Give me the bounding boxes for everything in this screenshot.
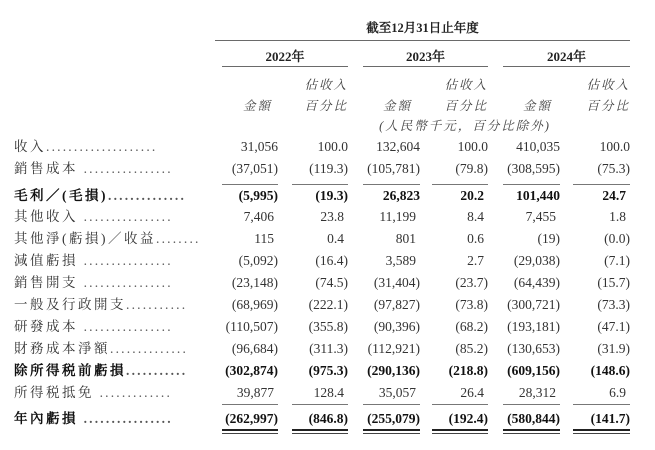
col-pct-2023-l2: 百分比 [444, 99, 488, 113]
cell: (90,396) [373, 319, 420, 334]
cell: 0.6 [467, 231, 484, 246]
cell: (192.4) [448, 411, 488, 426]
cell: 100.0 [457, 139, 488, 154]
subtotal-rule [573, 184, 630, 185]
cell: (130,653) [507, 341, 560, 356]
subtotal-rule [503, 184, 560, 185]
cell: (311.3) [309, 341, 348, 356]
cell: (73.8) [455, 297, 488, 312]
cell: (262,997) [225, 411, 278, 426]
table-row-rnd-costs: 研發成本 ................ (110,507) (355.8) (90,396) (68.2) (193,181) (47.1) [0, 317, 655, 337]
year-2022-rule [222, 66, 348, 67]
cell: (5,995) [238, 188, 278, 203]
cell: 7,455 [525, 209, 556, 224]
cell: (37,051) [231, 161, 278, 176]
cell: (29,038) [513, 253, 560, 268]
cell: (31.9) [597, 341, 630, 356]
cell: 26,823 [382, 188, 420, 203]
cell: (68,969) [231, 297, 278, 312]
cell: 31,056 [240, 139, 278, 154]
cell: (193,181) [507, 319, 560, 334]
col-amount-2023: 金額 [382, 99, 412, 113]
cell: (15.7) [597, 275, 630, 290]
col-pct-2024-l1: 佔收入 [586, 78, 630, 92]
row-label: 年內虧損 [14, 411, 78, 426]
col-pct-2023-l1: 佔收入 [444, 78, 488, 92]
cell: (31,404) [373, 275, 420, 290]
total-double-rule [503, 429, 560, 431]
cell: 23.8 [320, 209, 344, 224]
col-pct-2024-l2: 百分比 [586, 99, 630, 113]
cell: 11,199 [379, 209, 416, 224]
cell: (19.3) [315, 188, 348, 203]
total-double-rule [573, 429, 630, 431]
col-amount-2022: 金額 [242, 99, 272, 113]
cell: (218.8) [448, 363, 488, 378]
col-pct-2022-l1: 佔收入 [304, 78, 348, 92]
row-label: 毛利／(毛損) [14, 188, 108, 203]
row-label: 銷售成本 [14, 161, 78, 176]
table-row-gross-profit: 毛利／(毛損).............. (5,995) (19.3) 26,823 20.2 101,440 24.7 [0, 186, 655, 206]
cell: (141.7) [590, 411, 630, 426]
row-label: 銷售開支 [14, 275, 78, 290]
row-label: 財務成本淨額 [14, 341, 110, 356]
row-label: 其他收入 [14, 209, 78, 224]
cell: 801 [395, 231, 416, 246]
table-row-loss-for-year: 年內虧損 ................ (262,997) (846.8) (255,079) (192.4) (580,844) (141.7) [0, 409, 655, 429]
row-label: 收入 [14, 139, 46, 154]
cell: 28,312 [518, 385, 556, 400]
year-2022: 2022年 [265, 49, 305, 64]
cell: (290,136) [367, 363, 420, 378]
cell: (85.2) [455, 341, 488, 356]
total-double-rule [503, 433, 560, 434]
cell: (255,079) [367, 411, 420, 426]
year-2024-rule [503, 66, 630, 67]
total-double-rule [573, 433, 630, 434]
unit-note: (人民幣千元，百分比除外) [379, 119, 551, 133]
table-row-selling-expenses: 銷售開支 ................ (23,148) (74.5) (31,404) (23.7) (64,439) (15.7) [0, 273, 655, 293]
subtotal-rule [292, 184, 348, 185]
cell: 3,589 [385, 253, 416, 268]
total-double-rule [432, 429, 488, 431]
cell: 39,877 [236, 385, 274, 400]
cell: (19) [537, 231, 560, 246]
cell: 100.0 [599, 139, 630, 154]
row-label: 一般及行政開支 [14, 297, 126, 312]
row-label: 所得税抵免 [14, 385, 94, 400]
cell: (355.8) [308, 319, 348, 334]
subtotal-rule [292, 404, 348, 405]
cell: (222.1) [308, 297, 348, 312]
cell: 26.4 [460, 385, 484, 400]
cell: 20.2 [460, 188, 484, 203]
cell: 410,035 [516, 139, 560, 154]
cell: 2.7 [467, 253, 484, 268]
total-double-rule [222, 429, 278, 431]
subtotal-rule [222, 184, 278, 185]
cell: (105,781) [367, 161, 420, 176]
cell: 0.4 [327, 231, 344, 246]
cell: 132,604 [376, 139, 420, 154]
table-row-other-income: 其他收入 ................ 7,406 23.8 11,199 8.4 7,455 1.8 [0, 207, 655, 227]
cell: 1.8 [609, 209, 626, 224]
cell: (308,595) [507, 161, 560, 176]
cell: (119.3) [309, 161, 348, 176]
table-row-income-tax-credit: 所得税抵免 ............. 39,877 128.4 35,057 26.4 28,312 6.9 [0, 383, 655, 403]
cell: (110,507) [225, 319, 278, 334]
cell: (64,439) [513, 275, 560, 290]
cell: (148.6) [590, 363, 630, 378]
row-label: 除所得税前虧損 [14, 363, 126, 378]
cell: (96,684) [231, 341, 278, 356]
table-row-impairment-loss: 減值虧損 ................ (5,092) (16.4) 3,589 2.7 (29,038) (7.1) [0, 251, 655, 271]
cell: (97,827) [373, 297, 420, 312]
table-row-loss-before-tax: 除所得税前虧損........... (302,874) (975.3) (290,136) (218.8) (609,156) (148.6) [0, 361, 655, 381]
col-amount-2024: 金額 [522, 99, 552, 113]
col-pct-2022-l2: 百分比 [304, 99, 348, 113]
cell: (73.3) [597, 297, 630, 312]
cell: 8.4 [467, 209, 484, 224]
cell: (68.2) [455, 319, 488, 334]
table-row-cost-of-sales: 銷售成本 ................ (37,051) (119.3) (105,781) (79.8) (308,595) (75.3) [0, 159, 655, 179]
year-2023-rule [363, 66, 488, 67]
subtotal-rule [363, 184, 420, 185]
cell: 115 [254, 231, 274, 246]
cell: (79.8) [455, 161, 488, 176]
cell: (975.3) [308, 363, 348, 378]
cell: 6.9 [609, 385, 626, 400]
cell: 128.4 [313, 385, 344, 400]
total-double-rule [292, 433, 348, 434]
cell: 35,057 [378, 385, 416, 400]
year-2023: 2023年 [405, 49, 445, 64]
row-label: 減值虧損 [14, 253, 78, 268]
cell: 24.7 [602, 188, 626, 203]
total-double-rule [292, 429, 348, 431]
table-row-finance-costs-net: 財務成本淨額.............. (96,684) (311.3) (112,921) (85.2) (130,653) (31.9) [0, 339, 655, 359]
cell: (23.7) [455, 275, 488, 290]
cell: (23,148) [231, 275, 278, 290]
cell: (75.3) [597, 161, 630, 176]
cell: (5,092) [238, 253, 278, 268]
cell: (846.8) [308, 411, 348, 426]
cell: (302,874) [225, 363, 278, 378]
cell: (16.4) [315, 253, 348, 268]
cell: (47.1) [597, 319, 630, 334]
table-row-other-net-loss-gain: 其他淨(虧損)／收益........ 115 0.4 801 0.6 (19) (0.0) [0, 229, 655, 249]
subtotal-rule [432, 184, 488, 185]
year-2024: 2024年 [546, 49, 586, 64]
table-row-revenue: 收入.................... 31,056 100.0 132,604 100.0 410,035 100.0 [0, 137, 655, 157]
period-title: 截至12月31日止年度 [366, 21, 479, 35]
table-row-general-admin-expenses: 一般及行政開支........... (68,969) (222.1) (97,827) (73.8) (300,721) (73.3) [0, 295, 655, 315]
cell: (7.1) [604, 253, 630, 268]
cell: (112,921) [367, 341, 420, 356]
subtotal-rule [432, 404, 488, 405]
total-double-rule [363, 429, 420, 431]
cell: (609,156) [507, 363, 560, 378]
total-double-rule [432, 433, 488, 434]
row-label: 其他淨(虧損)／收益 [14, 231, 156, 246]
cell: (300,721) [507, 297, 560, 312]
subtotal-rule [573, 404, 630, 405]
cell: 7,406 [243, 209, 274, 224]
total-double-rule [222, 433, 278, 434]
cell: (580,844) [507, 411, 560, 426]
cell: (74.5) [315, 275, 348, 290]
subtotal-rule [222, 404, 278, 405]
cell: 100.0 [317, 139, 348, 154]
total-double-rule [363, 433, 420, 434]
header-rule [215, 40, 630, 41]
cell: (0.0) [604, 231, 630, 246]
subtotal-rule [503, 404, 560, 405]
cell: 101,440 [516, 188, 560, 203]
subtotal-rule [363, 404, 420, 405]
row-label: 研發成本 [14, 319, 78, 334]
